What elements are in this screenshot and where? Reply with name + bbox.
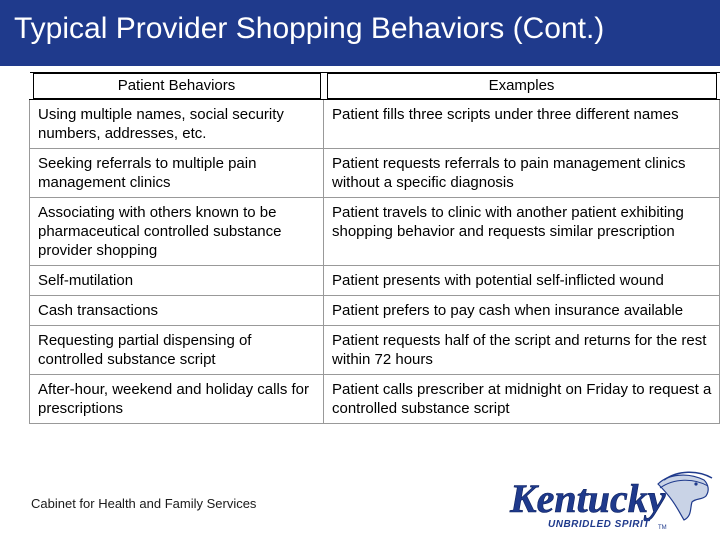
kentucky-logo: [508, 470, 714, 534]
logo-wordmark: Kentucky: [510, 476, 666, 521]
table-row: [30, 198, 720, 266]
example-cell: Patient calls prescriber at midnight on Friday to request a controlled substance script: [324, 375, 720, 424]
table-row: [30, 149, 720, 198]
behavior-cell: Associating with others known to be pharmaceutical controlled substance provider shopping: [30, 198, 324, 266]
table-row: [30, 375, 720, 424]
behavior-cell: Requesting partial dispensing of controlled substance script: [30, 326, 324, 375]
example-cell: Patient prefers to pay cash when insurance available: [324, 296, 720, 326]
title-bar: [0, 0, 720, 66]
column-header-behaviors: Patient Behaviors: [30, 73, 324, 100]
logo-trademark: TM: [658, 525, 667, 531]
column-header-examples: Examples: [324, 73, 720, 100]
footer-agency-name: Cabinet for Health and Family Services: [31, 496, 257, 511]
slide-title: Typical Provider Shopping Behaviors (Cont.): [14, 12, 605, 45]
example-cell: Patient requests half of the script and returns for the rest within 72 hours: [324, 326, 720, 375]
behavior-cell: After-hour, weekend and holiday calls for prescriptions: [30, 375, 324, 424]
example-cell: Patient presents with potential self-inflicted wound: [324, 266, 720, 296]
table-row: [30, 326, 720, 375]
table-row: [30, 296, 720, 326]
behaviors-table: [29, 72, 719, 424]
logo-tagline: UNBRIDLED SPIRIT: [548, 519, 650, 530]
behavior-cell: Using multiple names, social security numbers, addresses, etc.: [30, 100, 324, 149]
example-cell: Patient fills three scripts under three different names: [324, 100, 720, 149]
example-cell: Patient travels to clinic with another patient exhibiting shopping behavior and requests similar prescription: [324, 198, 720, 266]
table-row: [30, 100, 720, 149]
behavior-cell: Seeking referrals to multiple pain management clinics: [30, 149, 324, 198]
example-cell: Patient requests referrals to pain management clinics without a specific diagnosis: [324, 149, 720, 198]
horse-head-icon: [658, 472, 712, 520]
table-row: [30, 266, 720, 296]
behavior-cell: Self-mutilation: [30, 266, 324, 296]
table-header-row: [30, 73, 720, 100]
behavior-cell: Cash transactions: [30, 296, 324, 326]
